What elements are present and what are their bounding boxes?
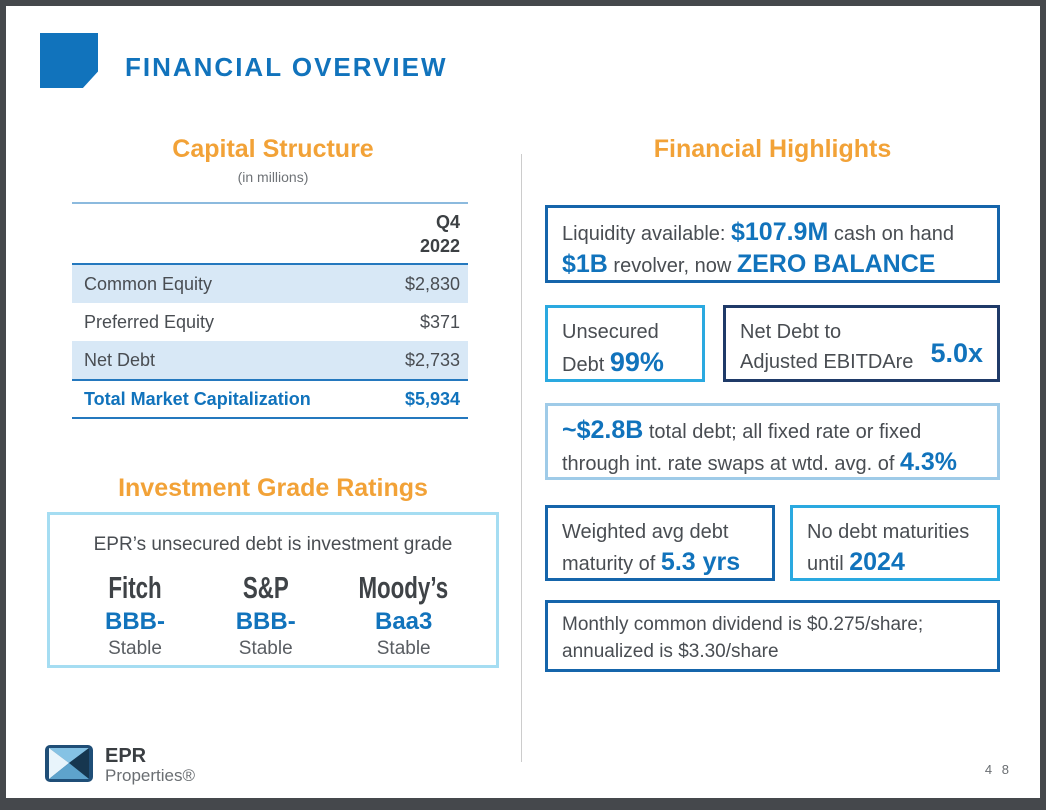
no-maturities-line2 [807,547,985,579]
agency-rating: BBB- [235,608,296,635]
agency-rating: BBB- [105,608,165,635]
table-row [72,341,468,379]
agencies-row [50,556,496,660]
agency-sp [211,570,321,660]
financial-highlights-heading: Financial Highlights [653,135,892,163]
cash-value: $107.9M [731,218,829,246]
leverage-label [740,317,913,379]
leverage-line2: Adjusted EBITDAre [740,351,914,373]
revolver-value: $1B [562,250,608,278]
leverage-box [723,305,1000,382]
liquidity-line2 [562,249,985,281]
table-row [72,303,468,341]
total-debt-box [545,403,1000,480]
revolver-mid: revolver, now [607,255,737,277]
total-debt-value: ~$2.8B [562,416,644,444]
period-line2: 2022 [419,236,460,256]
brand-sub: Properties® [105,766,196,785]
leverage-line1: Net Debt to [740,321,842,343]
row-value: $371 [419,311,460,332]
no-maturities-box [790,505,1000,581]
agency-name: Moody’s [358,570,449,605]
ratings-note: EPR’s unsecured debt is investment grade [93,534,453,555]
unsecured-prefix: Debt [562,354,610,376]
no-maturities-value: 2024 [849,548,905,576]
agency-name: S&P [242,570,289,605]
row-label: Preferred Equity [84,311,215,332]
agency-moodys [341,570,466,660]
cash-suffix: cash on hand [828,223,954,245]
page-number: 4 8 [984,762,1012,777]
agency-name: Fitch [108,570,162,605]
total-label: Total Market Capitalization [84,388,311,409]
dividend-box [545,600,1000,672]
maturity-prefix: maturity of [562,553,661,575]
page-title: FINANCIAL OVERVIEW [125,52,448,82]
row-value: $2,830 [404,273,460,294]
agency-outlook: Stable [376,638,431,659]
ratings-heading: Investment Grade Ratings [118,474,428,502]
liquidity-line1 [562,217,985,249]
swap-prefix: through int. rate swaps at wtd. avg. of [562,453,900,475]
capital-structure-table [72,202,468,419]
agency-outlook: Stable [108,638,162,659]
total-debt-line1 [562,415,985,447]
swap-rate-value: 4.3% [899,448,957,476]
table-row [72,265,468,303]
liquidity-box [545,205,1000,283]
agency-outlook: Stable [238,638,293,659]
unsecured-debt-box [545,305,705,382]
total-debt-rest: total debt; all fixed rate or fixed [643,421,922,443]
row-label: Net Debt [84,349,156,370]
brand-text [105,746,195,785]
dividend-line1: Monthly common dividend is $0.275/share; [562,614,924,635]
agency-fitch [80,570,190,660]
agency-rating: Baa3 [375,608,433,635]
brand-name: EPR [105,745,147,767]
leverage-value: 5.0x [930,338,983,368]
row-value: $2,733 [404,349,460,370]
epr-logo-icon [45,745,93,782]
no-maturities-prefix: until [807,553,850,575]
unsecured-line2 [562,347,690,380]
dividend-line2: annualized is $3.30/share [562,641,779,662]
period-line1: Q4 [435,212,460,232]
maturity-line2 [562,547,760,579]
unsecured-value: 99% [609,347,664,377]
ratings-box [47,512,499,668]
table-total-row [72,379,468,419]
total-value: $5,934 [404,388,460,409]
balance-value: ZERO BALANCE [736,250,936,278]
slide [6,6,1040,798]
column-divider [521,154,522,762]
unsecured-line1: Unsecured [562,321,659,343]
total-debt-line2 [562,447,985,479]
table-period-header [72,202,468,265]
row-label: Common Equity [84,273,213,294]
capital-structure-heading: Capital Structure [172,135,374,163]
liquidity-prefix: Liquidity available: [562,223,731,245]
maturity-line1: Weighted avg debt [562,521,729,543]
maturity-box [545,505,775,581]
title-square-icon [40,33,98,88]
unit-note: (in millions) [237,169,309,185]
no-maturities-line1: No debt maturities [807,521,970,543]
maturity-value: 5.3 yrs [660,548,741,576]
